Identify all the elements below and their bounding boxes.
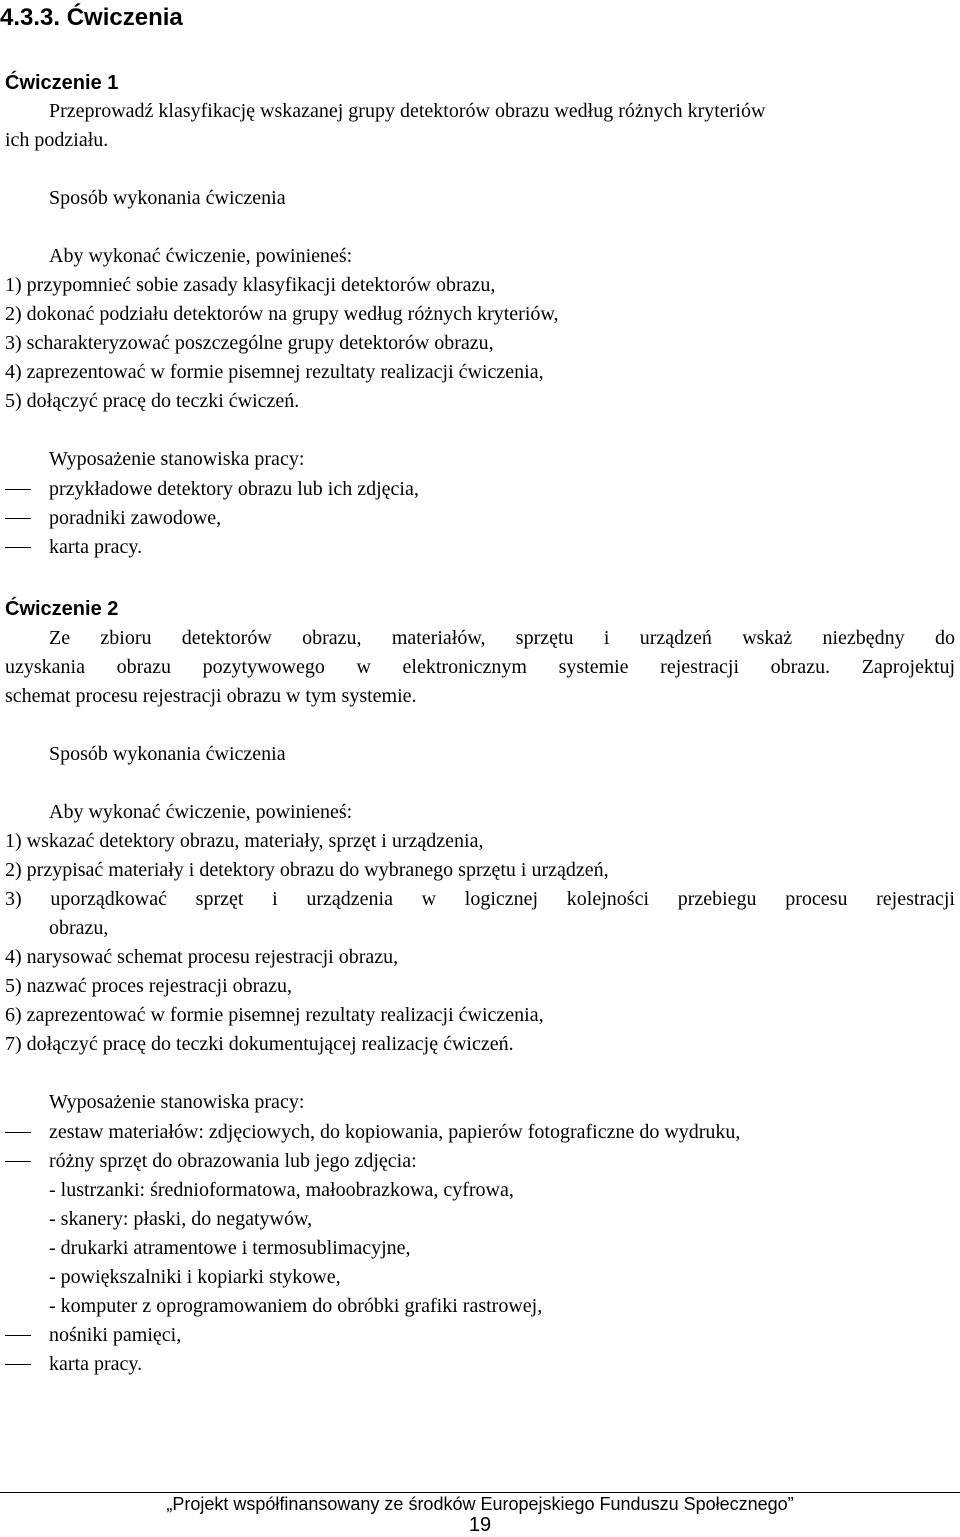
exercise-2-sub-item: - powiększalniki i kopiarki stykowe, [49, 1266, 341, 1288]
exercise-2-step: 1) wskazać detektory obrazu, materiały, sprzęt i urządzenia, [5, 830, 484, 852]
exercise-1-text-line-2: ich podziału. [5, 129, 109, 151]
page-number: 19 [468, 1514, 492, 1536]
dash-bullet-icon [5, 518, 31, 519]
exercise-1-step: 1) przypomnieć sobie zasady klasyfikacji detektorów obrazu, [5, 274, 496, 296]
exercise-2-step-continuation: obrazu, [49, 917, 109, 939]
exercise-2-step: 5) nazwać proces rejestracji obrazu, [5, 975, 293, 997]
exercise-1-step: 5) dołączyć pracę do teczki ćwiczeń. [5, 390, 300, 412]
exercise-2-text-line-2: uzyskania obrazu pozytywowego w elektronicznym systemie rejestracji obrazu. Zaprojektuj [5, 656, 955, 678]
dash-bullet-icon [5, 1132, 31, 1133]
exercise-2-step: 7) dołączyć pracę do teczki dokumentującej realizację ćwiczeń. [5, 1033, 514, 1055]
exercise-1-title: Ćwiczenie 1 [5, 72, 119, 94]
dash-bullet-icon [5, 1364, 31, 1365]
exercise-2-method-heading: Sposób wykonania ćwiczenia [49, 743, 286, 765]
exercise-2-step: 2) przypisać materiały i detektory obrazu do wybranego sprzętu i urządzeń, [5, 859, 609, 881]
exercise-2-title: Ćwiczenie 2 [5, 598, 119, 620]
dash-bullet-icon [5, 1161, 31, 1162]
exercise-2-text-line-1: Ze zbioru detektorów obrazu, materiałów, sprzętu i urządzeń wskaż niezbędny do [49, 627, 955, 649]
exercise-1-step: 3) scharakteryzować poszczególne grupy detektorów obrazu, [5, 332, 494, 354]
exercise-1-steps-intro: Aby wykonać ćwiczenie, powinieneś: [49, 245, 353, 267]
exercise-2-equipment-item: różny sprzęt do obrazowania lub jego zdjęcia: [49, 1150, 417, 1172]
exercise-2-sub-item: - komputer z oprogramowaniem do obróbki grafiki rastrowej, [49, 1295, 543, 1317]
exercise-2-sub-item: - lustrzanki: średnioformatowa, małoobrazkowa, cyfrowa, [49, 1179, 514, 1201]
exercise-1-equipment-item: przykładowe detektory obrazu lub ich zdjęcia, [49, 478, 419, 500]
exercise-2-step: 4) narysować schemat procesu rejestracji obrazu, [5, 946, 399, 968]
exercise-2-sub-item: - drukarki atramentowe i termosublimacyjne, [49, 1237, 411, 1259]
exercise-2-equipment-heading: Wyposażenie stanowiska pracy: [49, 1091, 305, 1113]
dash-bullet-icon [5, 1335, 31, 1336]
footer-text: „Projekt współfinansowany ze środków Europejskiego Funduszu Społecznego” [166, 1494, 794, 1514]
exercise-1-text-line-1: Przeprowadź klasyfikację wskazanej grupy detektorów obrazu według różnych kryteriów [49, 100, 766, 122]
exercise-2-text-line-3: schemat procesu rejestracji obrazu w tym systemie. [5, 685, 417, 707]
exercise-1-method-heading: Sposób wykonania ćwiczenia [49, 187, 286, 209]
exercise-2-equipment-item: karta pracy. [49, 1353, 143, 1375]
exercise-1-step: 4) zaprezentować w formie pisemnej rezultaty realizacji ćwiczenia, [5, 361, 544, 383]
exercise-2-sub-item: - skanery: płaski, do negatywów, [49, 1208, 313, 1230]
exercise-2-step: 3) uporządkować sprzęt i urządzenia w logicznej kolejności przebiegu procesu rejestracji [5, 888, 955, 910]
exercise-2-step: 6) zaprezentować w formie pisemnej rezultaty realizacji ćwiczenia, [5, 1004, 544, 1026]
exercise-1-equipment-item: poradniki zawodowe, [49, 507, 222, 529]
exercise-1-equipment-heading: Wyposażenie stanowiska pracy: [49, 448, 305, 470]
section-title: 4.3.3. Ćwiczenia [0, 4, 183, 31]
exercise-2-equipment-item: nośniki pamięci, [49, 1324, 182, 1346]
dash-bullet-icon [5, 547, 31, 548]
dash-bullet-icon [5, 489, 31, 490]
exercise-1-step: 2) dokonać podziału detektorów na grupy według różnych kryteriów, [5, 303, 559, 325]
exercise-1-equipment-item: karta pracy. [49, 536, 143, 558]
exercise-2-steps-intro: Aby wykonać ćwiczenie, powinieneś: [49, 801, 353, 823]
exercise-2-equipment-item: zestaw materiałów: zdjęciowych, do kopiowania, papierów fotograficzne do wydruku, [49, 1121, 741, 1143]
